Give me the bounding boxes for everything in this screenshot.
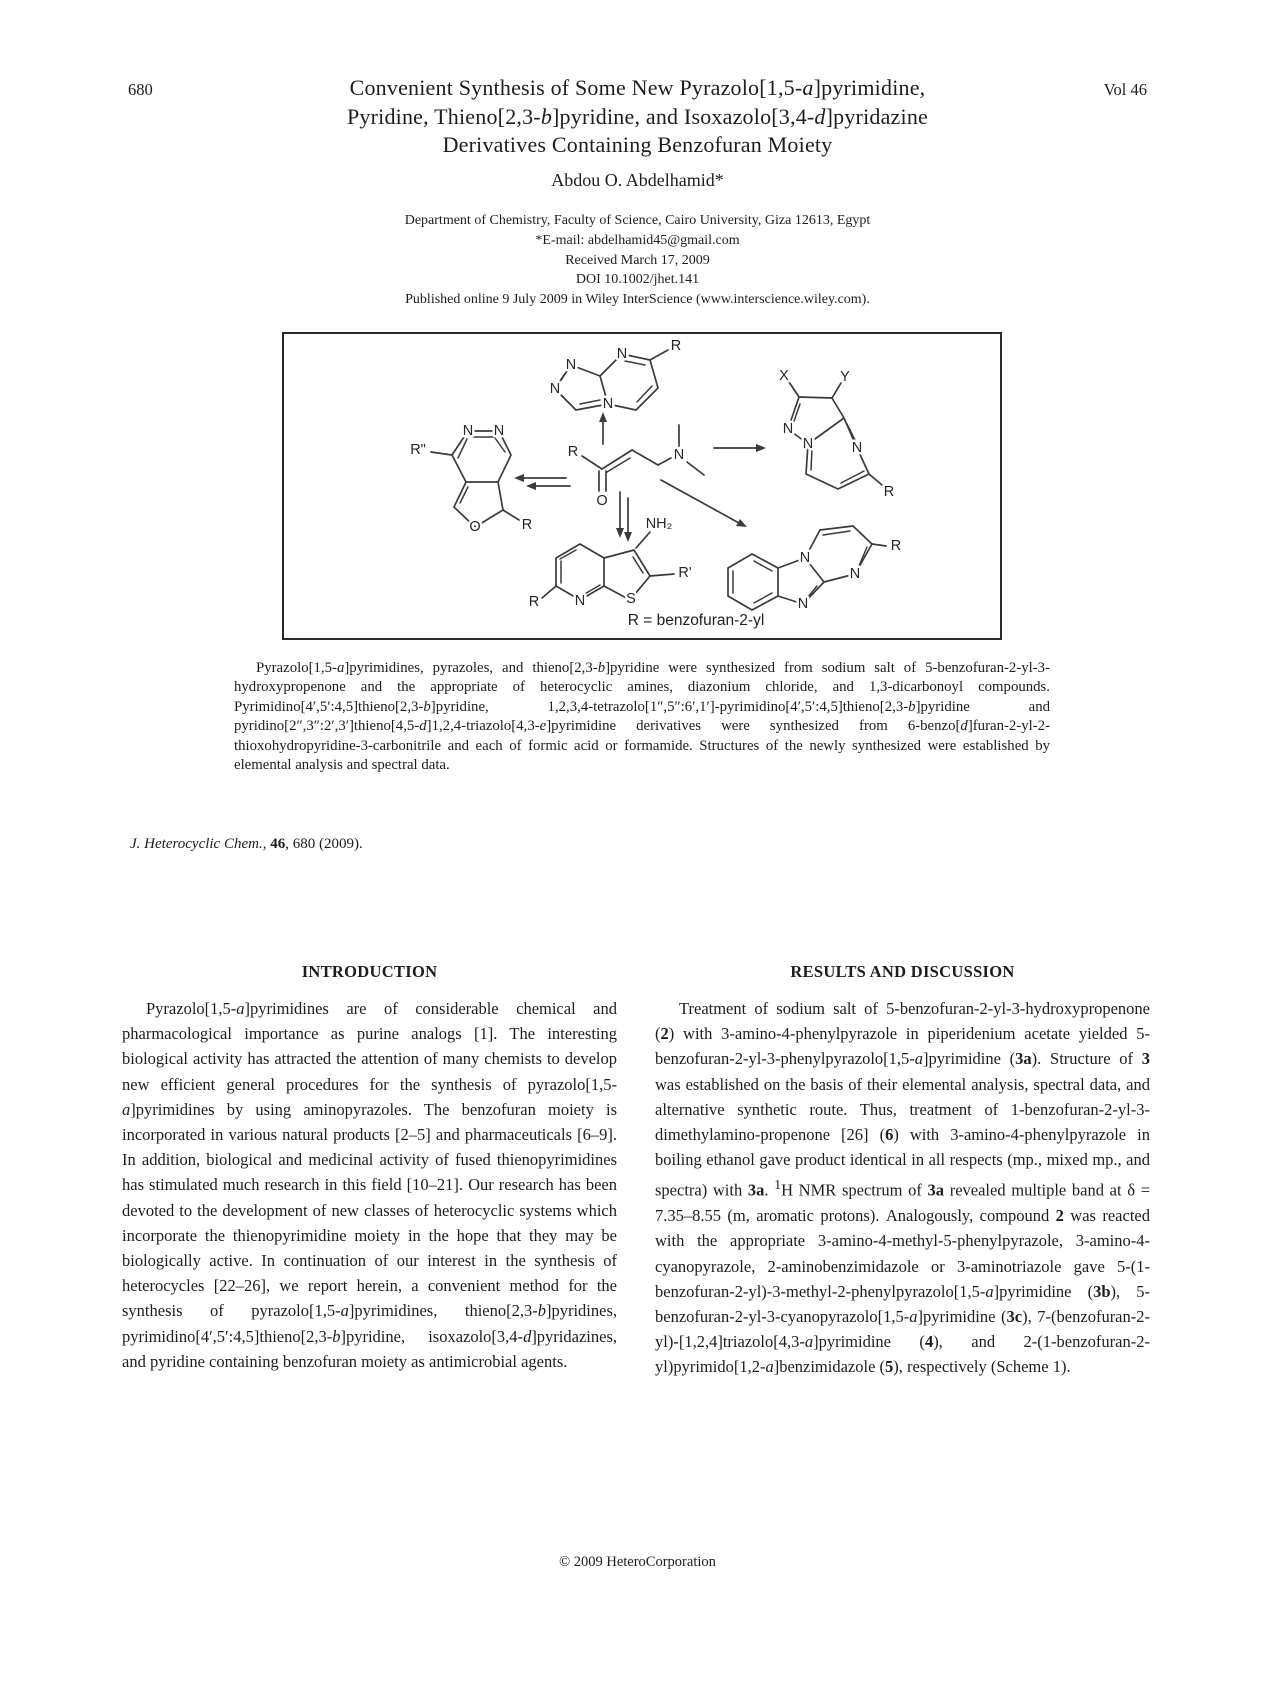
results-heading: RESULTS AND DISCUSSION — [790, 962, 1015, 981]
page-number: 680 — [128, 80, 153, 99]
received-line: Received March 17, 2009 — [565, 252, 710, 268]
substituent-label-r: R — [528, 593, 540, 610]
article-title — [0, 74, 1275, 160]
substituent-label-r: R — [567, 443, 579, 460]
copyright-notice: © 2009 HeteroCorporation — [559, 1554, 716, 1570]
abstract-text: Pyrazolo[1,5-a]pyrimidines, pyrazoles, and thieno[2,3-b]pyridine were synthesized from sodium salt of 5-benzofuran-2-yl-3-hydroxypropenone and the appropriate of heterocyclic amines, diazonium chloride, and 1,3-dicarbonoyl compounds. Pyrimidino[4′,5′:4,5]thieno[2,3-b]pyridine, 1,2,3,4-tetrazolo[1″,5″:6′,1′]-pyrimidino[4′,5′:4,5]thieno[2,3-b]pyridine and pyridino[2″,3″:2′,3′]thieno[4,5-d]1,2,4-triazolo[4,3-e]pyrimidine derivatives were synthesized from 6-benzo[d]furan-2-yl-2-thioxohydropyridine-3-carbonitrile and each of formic acid or formamide. Structures of the newly synthesized were established by elemental analysis and spectral data. — [234, 660, 1050, 774]
title-line-2: Pyridine, Thieno[2,3-b]pyridine, and Isoxazolo[3,4-d]pyridazine — [347, 103, 928, 129]
structure-furopyridazine — [410, 423, 532, 535]
scheme-caption: R = benzofuran-2-yl — [627, 612, 765, 629]
atom-label-n: N — [462, 422, 474, 439]
atom-label-n: N — [851, 439, 863, 456]
affiliation-line: Department of Chemistry, Faculty of Science, Cairo University, Giza 12613, Egypt — [404, 213, 871, 228]
structure-enaminone — [568, 425, 704, 509]
reaction-arrow-up — [599, 412, 607, 444]
reaction-arrow-diagonal — [661, 480, 747, 527]
structure-pyrazolopyrimidine — [779, 368, 894, 500]
reaction-arrow-down-long — [616, 492, 624, 538]
atom-label-s: S — [626, 590, 636, 607]
scheme-figure — [282, 332, 1002, 640]
author-name: Abdou O. Abdelhamid* — [551, 170, 724, 190]
atom-label-n: N — [549, 380, 561, 397]
structure-thienopyridine — [529, 516, 692, 610]
atom-label-n: N — [602, 395, 614, 412]
substituent-label-r2prime: R" — [410, 441, 426, 458]
reaction-arrow-left-short — [526, 482, 570, 490]
substituent-label-y: Y — [840, 368, 850, 385]
introduction-heading: INTRODUCTION — [301, 962, 438, 981]
atom-label-n: N — [565, 356, 577, 373]
atom-label-n: N — [673, 446, 685, 463]
atom-label-n: N — [493, 422, 505, 439]
reaction-arrow-left-long — [514, 474, 566, 482]
section-results — [655, 962, 1150, 1380]
introduction-body: Pyrazolo[1,5-a]pyrimidines are of considerable chemical and pharmacological importance as purine analogs [1]. The interesting biological activity has attracted the attention of many chemists to develop new efficient general procedures for the synthesis of pyrazolo[1,5-a]pyrimidines by using aminopyrazoles. The benzofuran moiety is incorporated in various natural products [2–5] and pharmaceuticals [6–9]. In addition, biological and medicinal activity of fused thienopyrimidines has stimulated much research in this field [10–21]. Our research has been devoted to the development of new classes of heterocyclic systems which incorporate the thienopyrimidine moiety in the hope that they may be biologically active. In continuation of our interest in the synthesis of heterocycles [22–26], we report herein, a convenient method for the synthesis of pyrazolo[1,5-a]pyrimidines, thieno[2,3-b]pyridines, pyrimidino[4′,5′:4,5]thieno[2,3-b]pyridine, isoxazolo[3,4-d]pyridazines, and pyridine containing benzofuran moiety as antimicrobial agents. — [122, 999, 617, 1371]
substituent-label-r: R — [521, 516, 533, 533]
substituent-label-x: X — [779, 367, 789, 384]
substituent-label-nh2: NH₂ — [645, 515, 673, 532]
doi-line: DOI 10.1002/jhet.141 — [575, 272, 700, 288]
atom-label-n: N — [849, 565, 861, 582]
reaction-arrow-down-short — [624, 498, 632, 542]
affiliation-block — [0, 211, 1275, 310]
atom-label-n: N — [782, 420, 794, 437]
atom-label-o: O — [596, 492, 608, 509]
journal-citation: J. Heterocyclic Chem., 46, 680 (2009). — [130, 836, 363, 852]
atom-label-n: N — [616, 345, 628, 362]
published-line: Published online 9 July 2009 in Wiley InterScience (www.interscience.wiley.com). — [405, 292, 870, 308]
atom-label-n: N — [574, 592, 586, 609]
title-line-3: Derivatives Containing Benzofuran Moiety — [442, 132, 833, 157]
substituent-label-r: R — [890, 537, 902, 554]
two-column-body — [122, 962, 1150, 1380]
atom-label-n: N — [797, 595, 809, 612]
structure-triazolopyrimidine — [550, 338, 681, 412]
volume-label: Vol 46 — [1103, 80, 1147, 99]
email-line: *E-mail: abdelhamid45@gmail.com — [535, 232, 740, 248]
section-introduction — [122, 962, 617, 1380]
results-body: Treatment of sodium salt of 5-benzofuran-2-yl-3-hydroxypropenone (2) with 3-amino-4-phenylpyrazole in piperidenium acetate yielded 5-benzofuran-2-yl-3-phenylpyrazolo[1,5-a]pyrimidine (3a). Structure of 3 was established on the basis of their elemental analysis, spectral data, and alternative synthetic route. Thus, treatment of 1-benzofuran-2-yl-3-dimethylamino-propenone [26] (6) with 3-amino-4-phenylpyrazole in boiling ethanol gave product identical in all respects (mp., mixed mp., and spectra) with 3a. $^1$H NMR spectrum of 3a revealed multiple band at δ = 7.35–8.55 (m, aromatic protons). Analogously, compound 2 was reacted with the appropriate 3-amino-4-methyl-5-phenylpyrazole, 3-amino-4-cyanopyrazole, 2-aminobenzimidazole or 3-aminotriazole gave 5-(1-benzofuran-2-yl)-3-methyl-2-phenylpyrazolo[1,5-a]pyrimidine (3b), 5-benzofuran-2-yl-3-cyanopyrazolo[1,5-a]pyrimidine (3c), 7-(benzofuran-2-yl)-[1,2,4]triazolo[4,3-a]pyrimidine (4), and 2-(1-benzofuran-2-yl)pyrimido[1,2-a]benzimidazole (5), respectively (Scheme 1). — [655, 999, 1151, 1377]
substituent-label-rprime: R' — [678, 564, 692, 581]
scheme-drawing — [284, 334, 1000, 638]
substituent-label-r: R — [670, 337, 682, 354]
atom-label-n: N — [799, 549, 811, 566]
structure-pyrimidobenzimidazole — [728, 526, 901, 612]
substituent-label-r: R — [883, 483, 895, 500]
title-line-1: Convenient Synthesis of Some New Pyrazolo[1,5-a]pyrimidine, — [349, 75, 926, 100]
atom-label-o: O — [469, 518, 481, 535]
atom-label-n: N — [802, 435, 814, 452]
reaction-arrow-right — [714, 444, 766, 452]
